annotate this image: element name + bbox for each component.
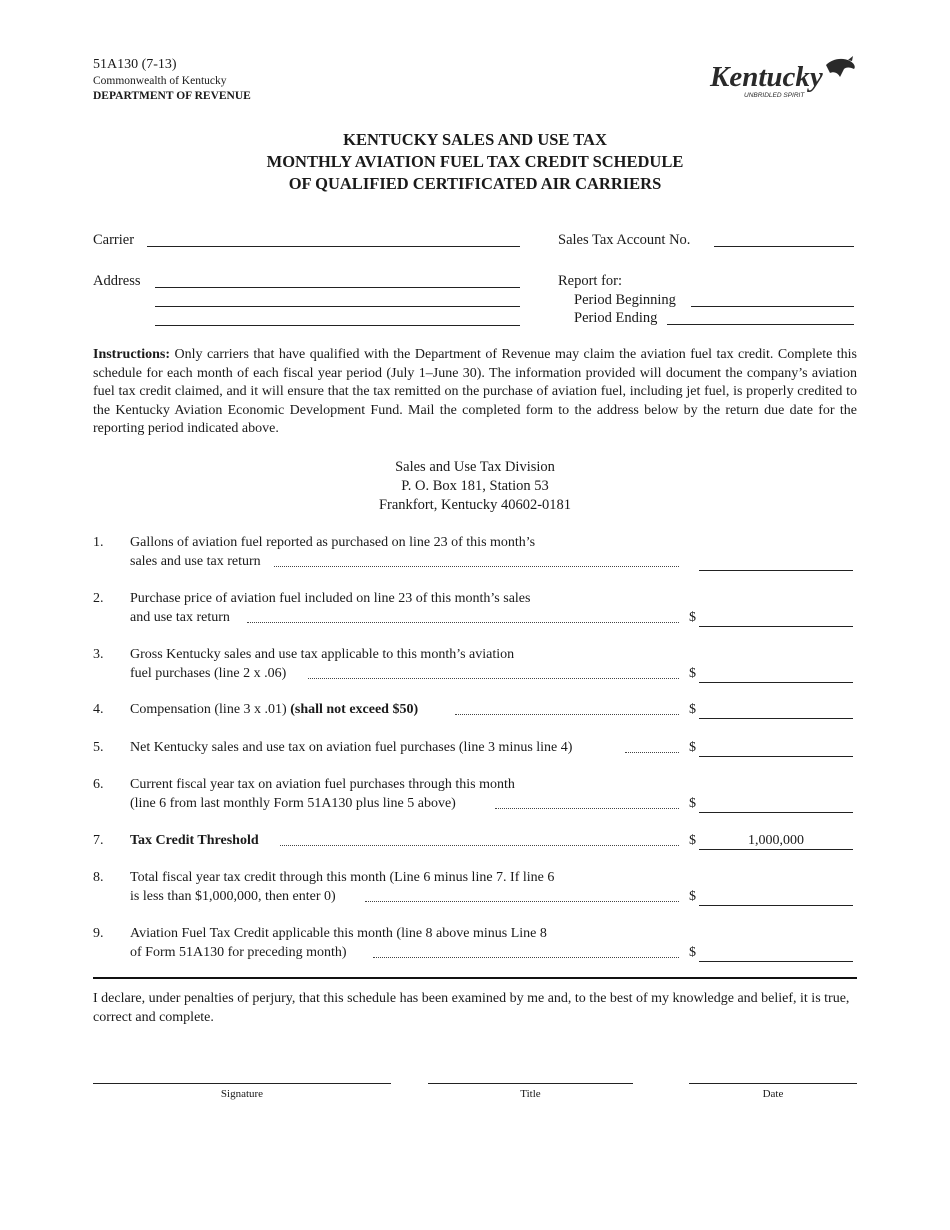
line-item-1 [93,533,857,573]
item-text-line-2: fuel purchases (line 2 x .06) [130,666,287,681]
leader-dots [625,752,679,753]
dollar-sign: $ [689,833,696,848]
leader-dots [365,901,679,902]
kentucky-logo [708,55,860,101]
item-text-line-1: Total fiscal year tax credit through this month (Line 6 minus line 7. If line 6 [130,870,555,885]
instructions [93,346,857,439]
dollar-sign: $ [689,610,696,625]
leader-dots [495,808,679,809]
dollar-sign: $ [689,796,696,811]
item-number: 1. [93,535,104,550]
item-text-line-1: Aviation Fuel Tax Credit applicable this month (line 8 above minus Line 8 [130,926,547,941]
logo-tagline: UNBRIDLED SPIRIT [744,92,805,99]
line-item-8 [93,868,857,908]
address-label: Address [93,273,141,289]
item-number: 3. [93,647,104,662]
period-beginning-label: Period Beginning [574,292,676,308]
item-7-answer[interactable]: 1,000,000 [699,831,853,850]
period-ending-field[interactable] [667,324,854,325]
period-ending-label: Period Ending [574,310,658,326]
item-4-answer[interactable] [699,700,853,719]
account-field[interactable] [714,246,854,247]
dollar-sign: $ [689,702,696,717]
mail-line-2: P. O. Box 181, Station 53 [401,478,549,494]
item-text-line-1: Gallons of aviation fuel reported as purchased on line 23 of this month’s [130,535,536,550]
item-number: 8. [93,870,104,885]
item-bold-text: (shall not exceed $50) [290,702,419,717]
form-number: 51A130 (7-13) [93,57,177,72]
logo-wordmark: Kentucky [710,61,823,93]
item-number: 6. [93,777,104,792]
carrier-label: Carrier [93,232,135,248]
account-label: Sales Tax Account No. [558,232,691,248]
line-item-7 [93,831,857,853]
leader-dots [274,566,679,567]
item-6-answer[interactable] [699,794,853,813]
item-text-line-2: of Form 51A130 for preceding month) [130,945,347,960]
line-item-2 [93,589,857,629]
section-divider [93,977,857,979]
leader-dots [308,678,679,679]
address-field-2[interactable] [155,306,520,307]
horse-logo-icon [708,55,860,101]
item-text-line-2: and use tax return [130,610,230,625]
item-text-line-2: sales and use tax return [130,554,261,569]
line-item-3 [93,645,857,685]
item-text-line-1: Gross Kentucky sales and use tax applicable to this month’s aviation [130,647,515,662]
item-text-line-1 [130,700,680,719]
date-field[interactable] [689,1083,857,1084]
mail-line-3: Frankfort, Kentucky 40602-0181 [378,497,572,513]
dollar-sign: $ [689,740,696,755]
line-item-6 [93,775,857,815]
report-for-label: Report for: [558,273,623,289]
dollar-sign: $ [689,889,696,904]
dollar-sign: $ [689,666,696,681]
item-5-answer[interactable] [699,738,853,757]
item-number: 5. [93,740,104,755]
commonwealth-label: Commonwealth of Kentucky [93,75,227,87]
address-field-3[interactable] [155,325,520,326]
department-label: DEPARTMENT OF REVENUE [93,90,251,102]
leader-dots [373,957,679,958]
mail-line-1: Sales and Use Tax Division [395,459,555,475]
signature-field[interactable] [93,1083,391,1084]
mailing-address [0,458,950,515]
item-number: 2. [93,591,104,606]
carrier-field[interactable] [147,246,520,247]
item-number: 4. [93,702,104,717]
line-item-9 [93,924,857,964]
leader-dots [280,845,679,846]
title-line-2: MONTHLY AVIATION FUEL TAX CREDIT SCHEDULE [266,152,684,171]
signature-label: Signature [220,1088,264,1100]
address-field-1[interactable] [155,287,520,288]
item-9-answer[interactable] [699,943,853,962]
line-item-5 [93,738,857,760]
leader-dots [455,714,679,715]
instructions-text: Only carriers that have qualified with the Department of Revenue may claim the aviation fuel tax credit. Complete this schedule for each month of each fiscal year period (July 1–June 30). The information provided will document the company’s aviation fuel tax credit claimed, and it will ensure that the tax remitted on the purchase of aviation fuel, including jet fuel, is properly credited to the Kentucky Aviation Economic Development Fund. Mail the completed form to the address below by the return due date for the reporting period indicated above. [93,347,857,437]
date-label: Date [762,1088,784,1100]
item-text-line-2: (line 6 from last monthly Form 51A130 plus line 5 above) [130,796,456,811]
item-1-answer[interactable] [699,552,853,571]
item-8-answer[interactable] [699,887,853,906]
item-text: Compensation (line 3 x .01) [130,702,291,717]
title-field[interactable] [428,1083,633,1084]
item-text-line-1: Current fiscal year tax on aviation fuel purchases through this month [130,777,515,792]
item-2-answer[interactable] [699,608,853,627]
instructions-label: Instructions: [93,347,171,362]
title-line-3: OF QUALIFIED CERTIFICATED AIR CARRIERS [288,174,662,193]
title-label: Title [520,1088,541,1100]
leader-dots [247,622,679,623]
item-text-line-1 [130,831,680,850]
declaration: I declare, under penalties of perjury, that this schedule has been examined by me and, to the best of my knowledge and belief, it is true, correct and complete. [93,991,850,1025]
item-number: 9. [93,926,104,941]
item-number: 7. [93,833,104,848]
dollar-sign: $ [689,945,696,960]
item-text-line-1: Purchase price of aviation fuel included on line 23 of this month’s sales [130,591,531,606]
item-3-answer[interactable] [699,664,853,683]
item-bold-text: Tax Credit Threshold [130,833,259,848]
item-text-line-2: is less than $1,000,000, then enter 0) [130,889,336,904]
item-text-line-1: Net Kentucky sales and use tax on aviation fuel purchases (line 3 minus line 4) [130,740,573,755]
title-line-1: KENTUCKY SALES AND USE TAX [343,130,607,149]
line-item-4 [93,700,857,722]
period-beginning-field[interactable] [691,306,854,307]
